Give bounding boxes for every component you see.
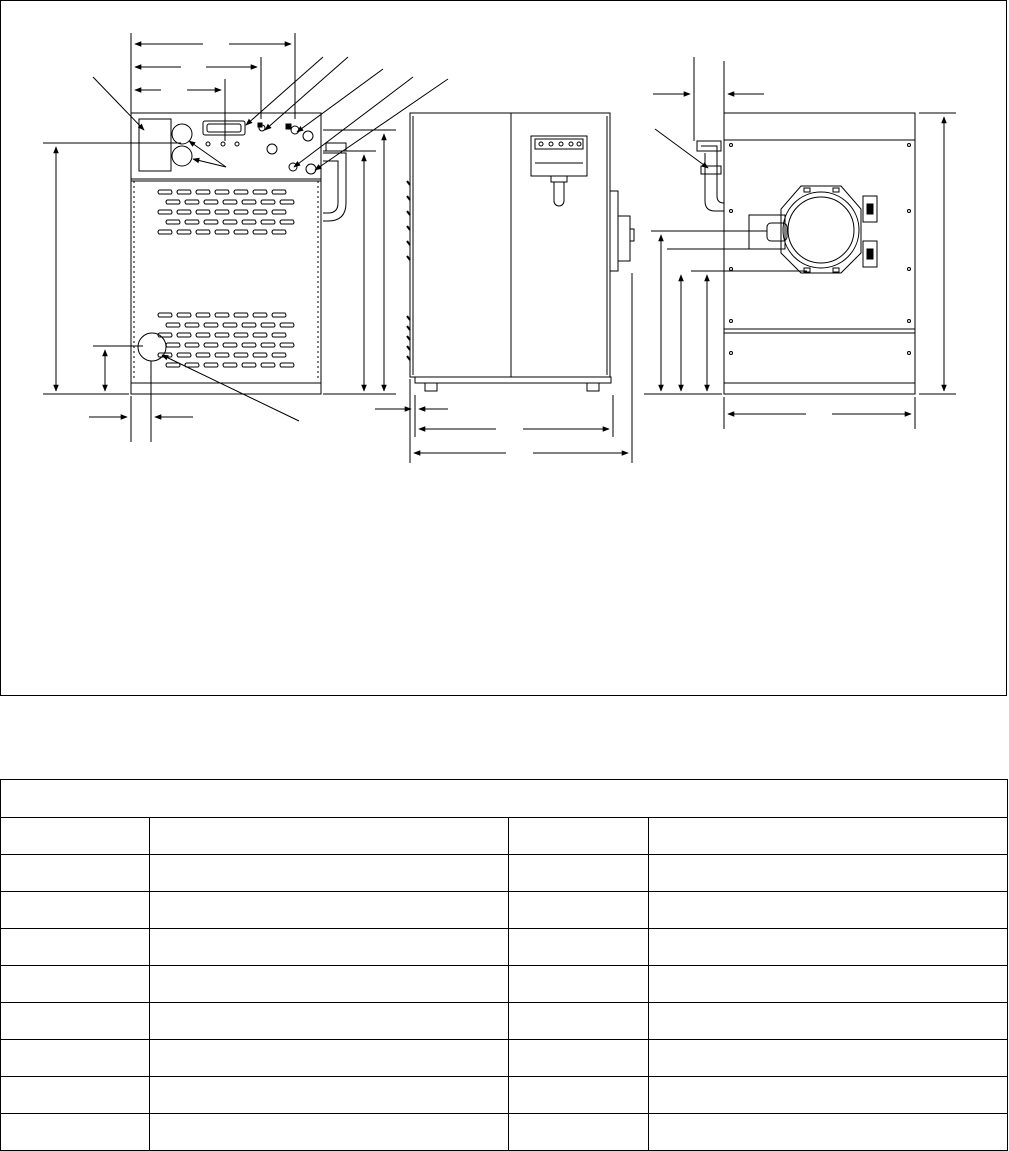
louver-slot [280,200,294,204]
table-row [1,892,1008,929]
front-dimensions [43,33,448,442]
front-base [131,383,321,394]
louver-slot [204,343,218,347]
fitting-port [267,144,277,154]
louver-slot [253,333,267,337]
table-cell [150,855,509,892]
louver-slot [215,210,229,214]
table-cell [509,966,649,1003]
louver-slot [261,200,275,204]
louver-slot [177,230,191,234]
louver-slot [196,353,210,357]
louver-slot [204,323,218,327]
table-cell [1,855,150,892]
louver-slot [185,343,199,347]
table-cell [150,966,509,1003]
table-cell [1,929,150,966]
fitting-port [303,131,313,141]
column-header [150,818,509,855]
table-cell [150,1077,509,1114]
louver-slot [215,333,229,337]
louver-slot [242,200,256,204]
table-cell [1,1003,150,1040]
rear-base [724,383,915,394]
louver-slot [234,313,248,317]
table-row [1,1003,1008,1040]
table-cell [1,1040,150,1077]
table-cell [649,929,1008,966]
table-cell [509,1003,649,1040]
table-cell [1,966,150,1003]
louver-slot [215,313,229,317]
louver-slot [215,190,229,194]
louver-slot [272,210,286,214]
louver-slot [280,220,294,224]
louver-slot [223,200,237,204]
louver-slot [253,190,267,194]
louver-slot [272,313,286,317]
louver-slot [166,323,180,327]
table-title [1,780,1008,818]
louver-slot [280,343,294,347]
louver-slot [223,323,237,327]
front-view [131,113,346,394]
table-cell [509,1077,649,1114]
louver-slot [177,210,191,214]
table-row [1,929,1008,966]
louver-slot [185,363,199,367]
table-cell [1,1077,150,1114]
louver-slot [215,230,229,234]
louver-slot [196,190,210,194]
louver-slot [242,323,256,327]
louver-slot [272,353,286,357]
louver-slot [204,220,218,224]
knockout-circle [172,146,192,166]
table-row [1,1040,1008,1077]
table-cell [649,892,1008,929]
louver-slot [177,313,191,317]
table-cell [509,855,649,892]
rear-view [697,113,915,394]
table-cell [150,892,509,929]
specification-table [0,779,1008,1151]
display-window [203,121,245,135]
side-dimensions [375,273,632,463]
louver-slot [242,363,256,367]
table-cell [649,1077,1008,1114]
louver-slot [234,230,248,234]
louver-slot [272,190,286,194]
louver-grid-lower [158,313,294,367]
fitting-port [289,163,297,171]
table-cell [1,892,150,929]
table-cell [649,966,1008,1003]
fitting-port [306,164,316,174]
table-cell [150,929,509,966]
table-header-row [1,818,1008,855]
table-cell [649,1040,1008,1077]
louver-slot [272,333,286,337]
louver-slot [242,343,256,347]
table-cell [1,1114,150,1151]
louver-grid-upper [158,190,294,234]
table-cell [649,855,1008,892]
louver-slot [158,313,172,317]
louver-slot [234,190,248,194]
rear-cabinet-outline [724,113,915,383]
flue-outlet [783,192,859,268]
boiler-dimension-drawing [1,1,1006,695]
louver-slot [196,210,210,214]
louver-slot [253,210,267,214]
louver-slot [177,353,191,357]
table-cell [150,1040,509,1077]
louver-slot [261,323,275,327]
louver-slot [158,190,172,194]
louver-slot [261,343,275,347]
louver-slot [177,190,191,194]
junction-box [139,119,171,171]
louver-slot [234,333,248,337]
louver-slot [253,313,267,317]
side-base [415,377,611,383]
table-cell [150,1114,509,1151]
flue-collar-plate [781,186,861,273]
table-cell [509,892,649,929]
louver-slot [215,353,229,357]
table-cell [649,1114,1008,1151]
louver-slot [261,363,275,367]
louver-slot [204,200,218,204]
louver-slot [185,323,199,327]
table-cell [150,1003,509,1040]
louver-slot [185,220,199,224]
louver-slot [204,363,218,367]
louver-slot [196,230,210,234]
column-header [509,818,649,855]
louver-slot [158,230,172,234]
louver-slot [242,220,256,224]
table-row [1,1114,1008,1151]
louver-slot [272,230,286,234]
table-row [1,966,1008,1003]
louver-slot [253,353,267,357]
louver-slot [234,210,248,214]
louver-slot [177,333,191,337]
fitting-port [291,126,299,134]
table-cell [509,1114,649,1151]
louver-slot [166,343,180,347]
condensate-trap [554,182,564,206]
louver-slot [261,220,275,224]
louver-slot [234,353,248,357]
louver-slot [223,363,237,367]
table-cell [509,1040,649,1077]
louver-slot [280,323,294,327]
louver-slot [158,210,172,214]
column-header [649,818,1008,855]
side-cabinet-outline [410,113,610,377]
column-header [1,818,150,855]
louver-slot [196,313,210,317]
louver-slot [166,200,180,204]
table-cell [509,929,649,966]
louver-slot [223,343,237,347]
side-view [407,113,634,391]
louver-slot [253,230,267,234]
louver-slot [166,363,180,367]
table-title-row [1,780,1008,818]
table-row [1,1077,1008,1114]
louver-slot [223,220,237,224]
louver-slot [280,363,294,367]
louver-slot [196,333,210,337]
drain-opening [138,333,166,361]
louver-slot [185,200,199,204]
table-cell [649,1003,1008,1040]
louver-slot [166,220,180,224]
table-row [1,855,1008,892]
